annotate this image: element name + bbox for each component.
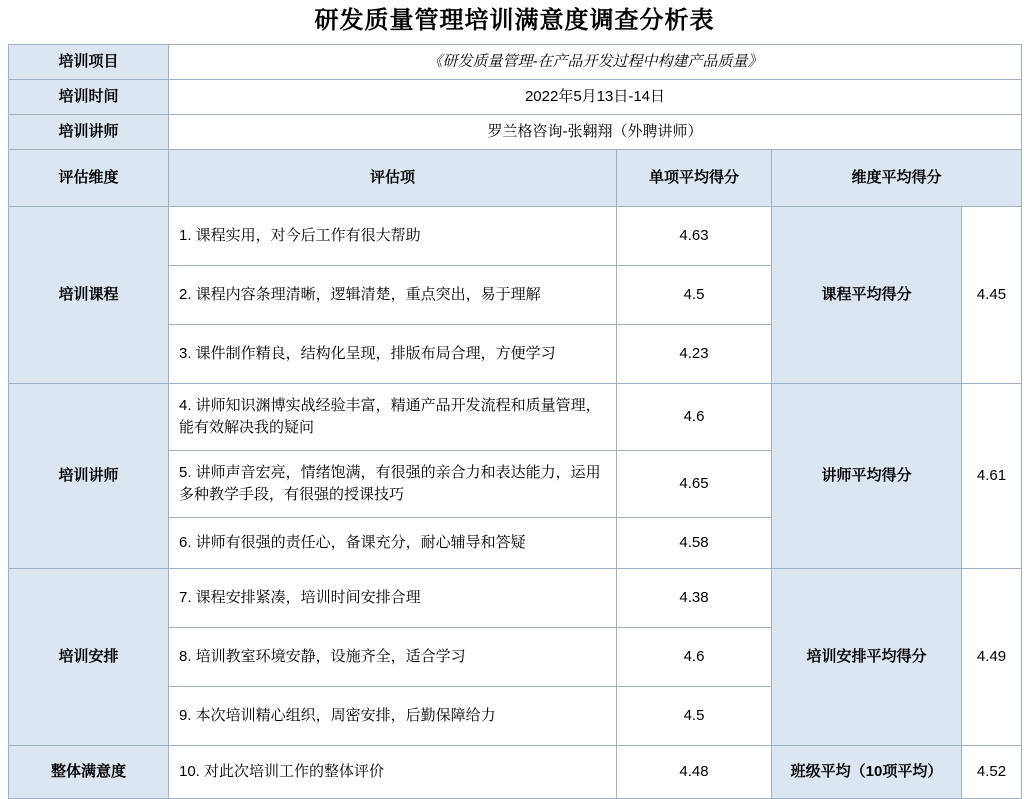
item-text: 10. 对此次培训工作的整体评价 (169, 745, 617, 798)
table-header-row (9, 149, 1022, 206)
item-score: 4.65 (617, 450, 772, 517)
page-title: 研发质量管理培训满意度调查分析表 (314, 7, 715, 34)
info-label-date: 培训时间 (9, 80, 169, 115)
survey-analysis-table (8, 44, 1022, 798)
dimension-avg-value-overall: 4.52 (962, 745, 1022, 798)
table-row (9, 114, 1022, 149)
item-text: 9. 本次培训精心组织，周密安排，后勤保障给力 (169, 686, 617, 745)
dimension-avg-value-course: 4.45 (962, 206, 1022, 383)
table-row (9, 745, 1022, 798)
dimension-label-course: 培训课程 (9, 206, 169, 383)
dimension-avg-label-course: 课程平均得分 (772, 206, 962, 383)
dimension-label-arrangement: 培训安排 (9, 568, 169, 745)
dimension-avg-label-trainer: 讲师平均得分 (772, 383, 962, 568)
dimension-avg-value-arrangement: 4.49 (962, 568, 1022, 745)
item-text: 7. 课程安排紧凑，培训时间安排合理 (169, 568, 617, 627)
item-score: 4.5 (617, 265, 772, 324)
info-label-project: 培训项目 (9, 45, 169, 80)
header-dimension: 评估维度 (9, 149, 169, 206)
item-score: 4.5 (617, 686, 772, 745)
dimension-label-trainer: 培训讲师 (9, 383, 169, 568)
header-item: 评估项 (169, 149, 617, 206)
item-score: 4.58 (617, 517, 772, 568)
table-row (9, 45, 1022, 80)
item-score: 4.23 (617, 324, 772, 383)
item-text: 2. 课程内容条理清晰，逻辑清楚，重点突出，易于理解 (169, 265, 617, 324)
dimension-avg-label-arrangement: 培训安排平均得分 (772, 568, 962, 745)
table-row (9, 568, 1022, 627)
item-text: 1. 课程实用，对今后工作有很大帮助 (169, 206, 617, 265)
item-text: 3. 课件制作精良，结构化呈现，排版布局合理，方便学习 (169, 324, 617, 383)
info-value-project: 《研发质量管理-在产品开发过程中构建产品质量》 (169, 45, 1022, 80)
dimension-avg-label-overall: 班级平均（10项平均） (772, 745, 962, 798)
item-score: 4.6 (617, 383, 772, 450)
item-text: 4. 讲师知识渊博实战经验丰富，精通产品开发流程和质量管理，能有效解决我的疑问 (169, 383, 617, 450)
item-text: 6. 讲师有很强的责任心，备课充分，耐心辅导和答疑 (169, 517, 617, 568)
table-row (9, 383, 1022, 450)
item-score: 4.38 (617, 568, 772, 627)
header-dimension-score: 维度平均得分 (772, 149, 1022, 206)
item-score: 4.6 (617, 627, 772, 686)
dimension-label-overall: 整体满意度 (9, 745, 169, 798)
item-text: 5. 讲师声音宏亮，情绪饱满，有很强的亲合力和表达能力，运用多种教学手段，有很强的授课技巧 (169, 450, 617, 517)
item-score: 4.63 (617, 206, 772, 265)
item-text: 8. 培训教室环境安静，设施齐全，适合学习 (169, 627, 617, 686)
dimension-avg-value-trainer: 4.61 (962, 383, 1022, 568)
info-label-trainer: 培训讲师 (9, 114, 169, 149)
table-row (9, 206, 1022, 265)
info-value-date: 2022年5月13日-14日 (169, 80, 1022, 115)
header-item-score: 单项平均得分 (617, 149, 772, 206)
item-score: 4.48 (617, 745, 772, 798)
table-row (9, 80, 1022, 115)
info-value-trainer: 罗兰格咨询-张翱翔（外聘讲师） (169, 114, 1022, 149)
